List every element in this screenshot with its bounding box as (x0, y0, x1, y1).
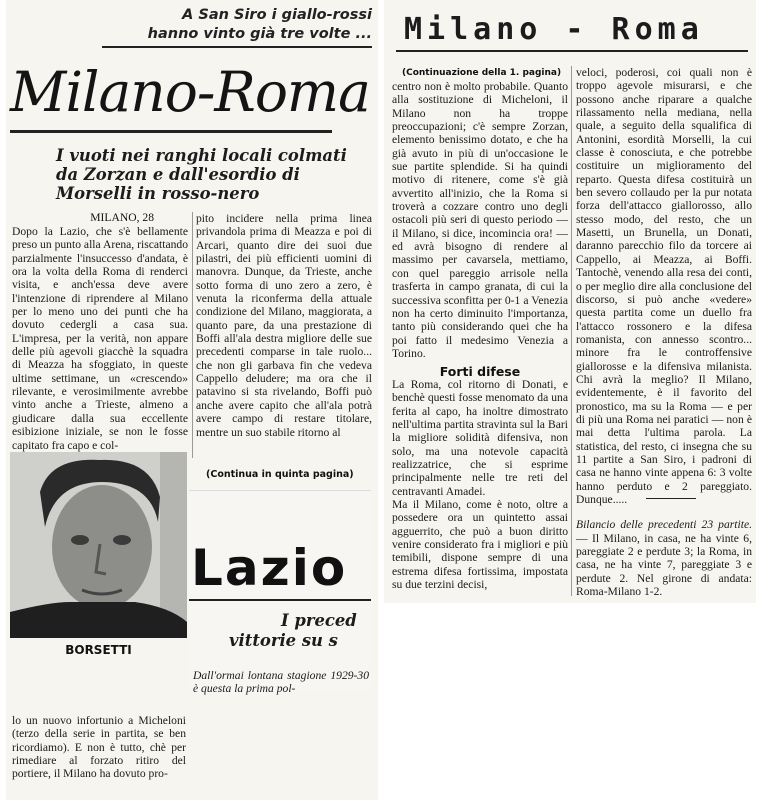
dateline: MILANO, 28 (90, 211, 154, 224)
headline-rule (10, 130, 332, 133)
left-column-2: pito incidere nella prima linea privandola prima di Meazza e poi di Arcari, quanto dire dei suoi due pilastri, dei più efficienti uomini di manovra. Dunque, da Trieste, anche sotto forma di uno zero a zero, è venuta la riconferma della attuale condizione del Milano, maggiorata, a quanto pare, da una prestazione di Boffi all'ala destra migliore delle sue precedenti comparse in tale ruolo... che non gli garbava fin che vedeva Cappello deludere; ma ora che il patavino si sta rivelando, Boffi può anche avere capito che all'ala potrà avere campo di restare titolare, mentre un suo stabile ritorno al (196, 212, 372, 439)
left-column-1: Dopo la Lazio, che s'è bellamente preso un punto alla Arena, riscattando parzialmente l'insuccesso d'andata, è ora la volta della Roma di renderci visita, e anch'essa deve avere l'intenzione di riprendere al Milano per lo meno uno dei punti che ha dovuto cedergli a casa sua. L'impresa, per la verità, non appare delle più agevoli giacchè la squadra di Meazza ha sfoggiato, in queste ultime settimane, un «crescendo» rilevante, e verosimilmente avrebbe vinto anche a Trieste, almeno a giudicare dalla sua eccellente esibizione iniziale, se non le fosse capitato fra capo e col- (12, 225, 188, 452)
column-divider (192, 212, 193, 458)
right-section-rule (646, 498, 696, 499)
lazio-deck-line-2: vittorie su s (229, 631, 338, 650)
bilancio-rest: — Il Milano, in casa, ne ha vinte 6, pareggiate 2 e perdute 3; la Roma, in casa, ne ha vinte 7, pareggiate 3 e perdute 2. Nel girone di andata: Roma-Milano 1-2. (576, 531, 752, 599)
right-column-2-bottom (576, 505, 752, 597)
subhead-forti-difese: Forti difese (439, 364, 521, 379)
right-headline: Milano - Roma (404, 12, 704, 47)
right-column-1-bottom: La Roma, col ritorno di Donati, e benchè questi fosse menomato da una ferita al capo, ha inoltre dimostrato nell'ultima partita stravinta sul la Bari la migliore solidità difensiva, non solo, ma una notevole capacità realizzatrice, che si esprime principalmente nelle tre reti del centravanti Amadei. Ma il Milano, come è noto, oltre a possedere ora un quintetto assai agguerrito, che può a buon diritto venire considerato fra i migliori e più temibili, dispone sempre di una estrema difesa fortissima, impostata su due terzini decisi, (392, 378, 568, 592)
bilancio-lead: Bilancio delle precedenti 23 partite. (576, 518, 752, 532)
continued-note: (Continua in quinta pagina) (206, 469, 354, 480)
left-bottom-text: lo un nuovo infortunio a Micheloni (terzo della serie in partita, se ben ricordiamo). E non è tutto, chè per rimediare al forzato ritiro del portiere, il Milano ha dovuto pro- (12, 714, 186, 781)
right-column-2-top: veloci, poderosi, coi quali non è troppo agevole misurarsi, e che possono anche riparare a qualche rilassamento nella mediana, nella quale, a seguito della squalifica di Antonini, esordità Morselli, la cui classe è conosciuta, e che potrebbe costituire un miglioramento del reparto. Questa difesa costituirà un ben severo collaudo per la pur notata forza dell'attacco giallorosso, allo stesso modo, del resto, che un Masetti, un Brunella, un Donati, daranno parecchio filo da torcere ai Cappello, ai Meazza, ai Boffi. Tantochè, venendo alla resa dei conti, o per meglio dire alla conclusione del discorso, si può anche «vedere» questa partita come un duello fra l'attacco rossonero e la difesa romanista, con annesso scontro... minore fra le controffensive giallorosse e la difensiva milanista. Chi avrà la meglio? Il Milano, evidentemente, è il favorito del pronostico, ma su la Roma — e per di più una Roma nei paratici — non è mai detta l'ultima parola. La statistica, del resto, ci insegna che su 11 partite a San Siro, i padroni di casa ne hanno vinte appena 6: 3 volte hanno perduto e 2 pareggiato. Dunque..... (576, 66, 752, 506)
right-column-1-top: centro non è molto probabile. Quanto alla sostituzione di Micheloni, il Milano non ha troppe preoccupazioni; c'è sempre Zorzan, elemento benissimo dotato, e che ha già avuto in più di un'occasione le sue partite splendide. Si ha quindi motivo di ritenere, come s'è già avvertito all'inizio, che la Roma si troverà a cozzare contro uno degli ostacoli più seri di questo periodo — il Milano, si dice, incomincia ora! — ed avrà bisogno di rendere al massimo per cavarsela, mettiamo, con quel pareggio arrisole nella trasferta in campo granata, di cui la successiva sconfitta per 0-1 a Venezia non ha certo diminuito l'importanza, tanto più considerando quei che ha poi fatto il medesimo Venezia a Torino. (392, 80, 568, 360)
right-article-clipping (384, 0, 756, 603)
player-portrait-image (10, 452, 187, 638)
kicker-line-2: hanno vinto già tre volte ... (147, 26, 372, 42)
lazio-headline: Lazio (191, 539, 348, 597)
lazio-headline-rule (189, 599, 371, 601)
continuation-label: (Continuazione della 1. pagina) (402, 68, 562, 78)
player-photo (10, 452, 187, 638)
lazio-deck-line-1: I preced (281, 611, 357, 630)
right-column-divider (571, 66, 572, 596)
photo-caption: BORSETTI (65, 643, 132, 657)
kicker-rule (102, 46, 372, 48)
kicker-line-1: A San Siro i giallo-rossi (182, 7, 372, 23)
main-headline: Milano-Roma (10, 60, 370, 124)
right-headline-rule (396, 50, 748, 52)
lazio-fragment-clipping (189, 490, 371, 696)
deck-subheadline: I vuoti nei ranghi locali colmati da Zorzan e dall'esordio di Morselli in rosso-nero (56, 146, 347, 203)
lazio-text: Dall'ormai lontana stagione 1929-30 è questa la prima pol- (193, 669, 369, 696)
